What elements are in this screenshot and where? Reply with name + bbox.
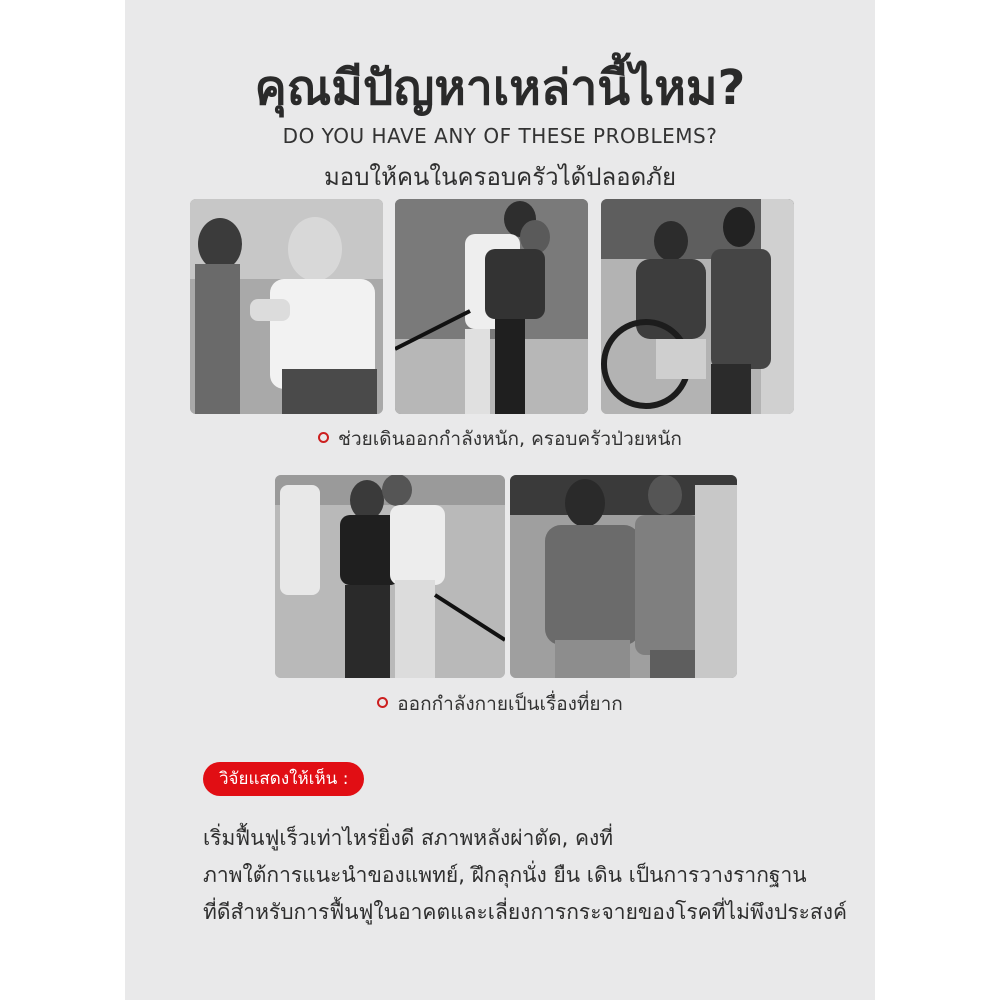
research-line-2: ภาพใต้การแนะนำของแพทย์, ฝึกลุกนั่ง ยืน เดิน เป็นการวางรากฐาน bbox=[203, 863, 807, 887]
bullet-icon bbox=[377, 697, 388, 708]
research-line-3: ที่ดีสำหรับการฟื้นฟูในอาคตและเลี่ยงการกระจายของโรคที่ไม่พึงประสงค์ bbox=[203, 900, 848, 924]
photo-assisted-walking-with-belt bbox=[275, 475, 505, 678]
page-title: คุณมีปัญหาเหล่านี้ไหม? bbox=[254, 60, 746, 116]
caption-row-1 bbox=[0, 424, 1000, 454]
caption-row-1-text: ช่วยเดินออกกำลังหนัก, ครอบครัวป่วยหนัก bbox=[338, 428, 682, 450]
subtitle-thai: มอบให้คนในครอบครัวได้ปลอดภัย bbox=[323, 163, 677, 191]
photo-wheelchair-transfer bbox=[601, 199, 794, 414]
subtitle-english: DO YOU HAVE ANY OF THESE PROBLEMS? bbox=[282, 124, 718, 148]
research-badge: วิจัยแสดงให้เห็น : bbox=[203, 762, 364, 796]
research-line-1: เริ่มฟื้นฟูเร็วเท่าไหร่ยิ่งดี สภาพหลังผ่าตัด, คงที่ bbox=[203, 826, 614, 850]
caption-row-2 bbox=[0, 689, 1000, 719]
photo-beach-walking-assist bbox=[395, 199, 588, 414]
photo-supporting-elderly-woman bbox=[510, 475, 737, 678]
research-body bbox=[203, 820, 848, 931]
caption-row-2-text: ออกกำลังกายเป็นเรื่องที่ยาก bbox=[397, 693, 623, 715]
photo-caregiver-helping-elderly-man bbox=[190, 199, 383, 414]
bullet-icon bbox=[318, 432, 329, 443]
